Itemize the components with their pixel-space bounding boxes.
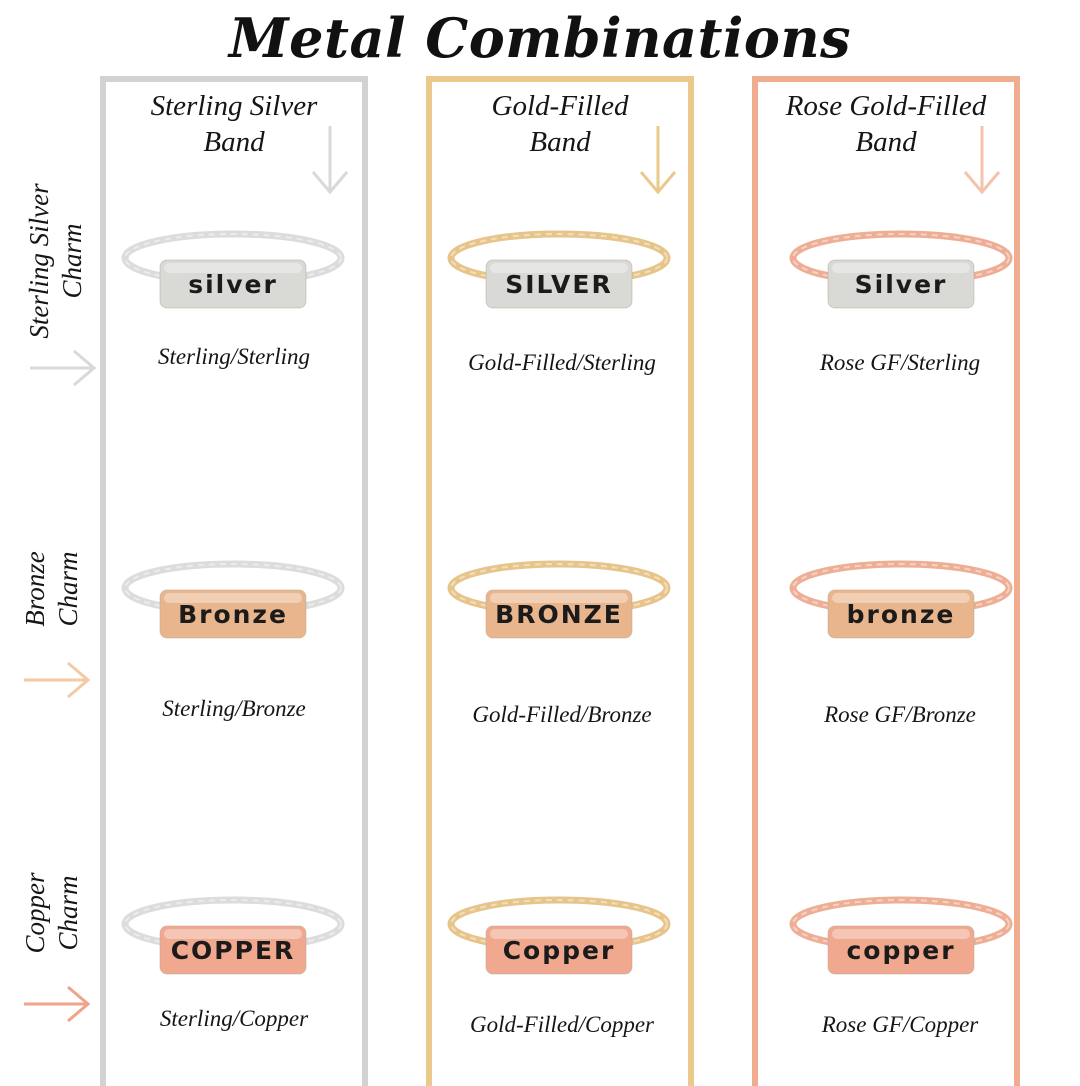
right-arrow-icon: [22, 660, 92, 700]
ring-image: [444, 222, 674, 332]
charm-stamp-text: copper: [846, 936, 956, 965]
combination-caption-gold-filled-copper: Gold-Filled/Copper: [470, 1012, 654, 1037]
row-label-copper: [19, 813, 85, 1013]
row-label-text: Sterling Silver Charm: [24, 183, 87, 339]
ring-image: [444, 552, 674, 662]
combination-caption-gold-filled-sterling: Gold-Filled/Sterling: [468, 350, 656, 375]
row-label-bronze: [19, 489, 85, 689]
ring-image: [786, 222, 1016, 332]
combination-caption-gold-filled-bronze: Gold-Filled/Bronze: [472, 702, 652, 727]
charm-stamp-text: silver: [188, 270, 278, 299]
right-arrow-icon: [22, 984, 92, 1024]
ring-image: [786, 888, 1016, 998]
column-header-text: Rose Gold-Filled Band: [785, 90, 987, 158]
down-arrow-icon: [962, 124, 1002, 196]
charm-stamp-text: Copper: [502, 936, 616, 965]
charm-stamp-text: Bronze: [178, 600, 288, 629]
column-header-text: Gold-Filled Band: [491, 90, 629, 158]
combination-caption-rose-gf-bronze: Rose GF/Bronze: [824, 702, 976, 727]
right-arrow-icon: [28, 348, 98, 388]
combination-caption-rose-gf-copper: Rose GF/Copper: [821, 1012, 979, 1037]
row-label-text: Copper Charm: [20, 872, 83, 954]
combination-caption-sterling-sterling: Sterling/Sterling: [157, 344, 311, 369]
down-arrow-icon: [310, 124, 350, 196]
charm-stamp-text: COPPER: [170, 936, 296, 965]
combination-caption-sterling-copper: Sterling/Copper: [159, 1006, 309, 1031]
charm-stamp-text: SILVER: [505, 270, 613, 299]
ring-image: [118, 552, 348, 662]
combination-caption-sterling-bronze: Sterling/Bronze: [162, 696, 306, 721]
ring-image: [118, 888, 348, 998]
ring-image: [444, 888, 674, 998]
row-label-sterling: [23, 161, 89, 361]
down-arrow-icon: [638, 124, 678, 196]
page-title: Metal Combinations: [228, 6, 852, 70]
charm-stamp-text: Silver: [854, 270, 948, 299]
ring-image: [118, 222, 348, 332]
charm-stamp-text: bronze: [846, 600, 956, 629]
ring-image: [786, 552, 1016, 662]
charm-stamp-text: BRONZE: [495, 600, 623, 629]
combination-caption-rose-gf-sterling: Rose GF/Sterling: [819, 350, 981, 375]
row-label-text: Bronze Charm: [20, 551, 83, 627]
column-header-text: Sterling Silver Band: [150, 90, 318, 158]
